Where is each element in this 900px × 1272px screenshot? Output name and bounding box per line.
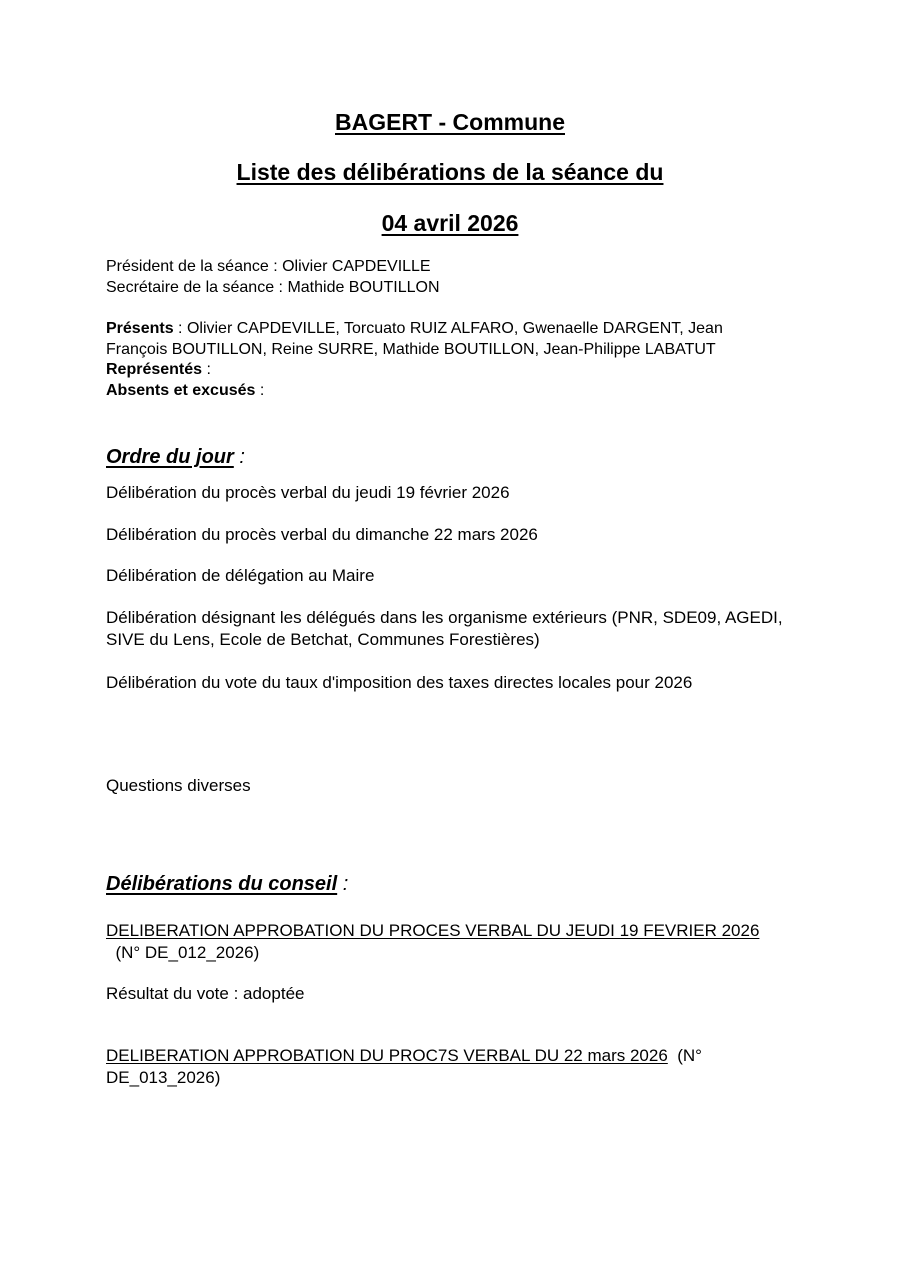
deliberations-heading — [106, 871, 348, 897]
deliberation-title: DELIBERATION APPROBATION DU PROCES VERBAL DU JEUDI 19 FEVRIER 2026 — [106, 921, 760, 940]
deliberations-heading-colon: : — [337, 873, 349, 895]
present-sep: : — [173, 320, 187, 337]
deliberation-number: (N° DE_012_2026) — [106, 943, 260, 962]
deliberation-result: Résultat du vote : adoptée — [106, 984, 305, 1003]
document-title: Liste des délibérations de la séance du — [236, 159, 664, 185]
represented-label: Représentés — [106, 361, 203, 378]
represented-line — [106, 359, 211, 380]
agenda-heading-label: Ordre du jour — [106, 446, 234, 468]
deliberations-heading-label: Délibérations du conseil — [106, 873, 338, 895]
agenda-heading-colon: : — [233, 446, 245, 468]
absent-sep: : — [255, 382, 265, 399]
present-line — [106, 318, 766, 360]
agenda-heading — [106, 444, 245, 470]
president-line — [106, 256, 431, 277]
session-date: 04 avril 2026 — [381, 210, 519, 236]
present-label: Présents — [106, 320, 174, 337]
agenda-item: Délibération du procès verbal du jeudi 19 février 2026 — [106, 483, 510, 502]
agenda-item: Questions diverses — [106, 776, 251, 795]
secretary-name: Mathide BOUTILLON — [287, 279, 440, 296]
president-label: Président de la séance : — [106, 258, 283, 275]
absent-line — [106, 380, 264, 401]
absent-label: Absents et excusés — [106, 382, 256, 399]
agenda-item: Délibération du vote du taux d'imposition des taxes directes locales pour 2026 — [106, 673, 693, 692]
commune-title: BAGERT - Commune — [335, 109, 565, 135]
agenda-item: Délibération désignant les délégués dans les organisme extérieurs (PNR, SDE09, AGEDI, SIVE du Lens, Ecole de Betchat, Communes Forestières) — [106, 608, 783, 649]
deliberation-entry — [106, 1045, 756, 1089]
present-names: Olivier CAPDEVILLE, Torcuato RUIZ ALFARO, Gwenaelle DARGENT, Jean François BOUTILLON, Reine SURRE, Mathide BOUTILLON, Jean-Philippe LABATUT — [106, 320, 723, 358]
agenda-item: Délibération du procès verbal du dimanche 22 mars 2026 — [106, 525, 538, 544]
represented-sep: : — [202, 361, 211, 378]
deliberation-entry — [106, 920, 776, 964]
president-name: Olivier CAPDEVILLE — [282, 258, 431, 275]
secretary-label: Secrétaire de la séance : — [106, 279, 288, 296]
deliberation-number: (N° DE_013_2026) — [106, 1046, 707, 1087]
secretary-line — [106, 277, 440, 298]
agenda-item: Délibération de délégation au Maire — [106, 566, 375, 585]
deliberation-title: DELIBERATION APPROBATION DU PROC7S VERBAL DU 22 mars 2026 — [106, 1046, 668, 1065]
